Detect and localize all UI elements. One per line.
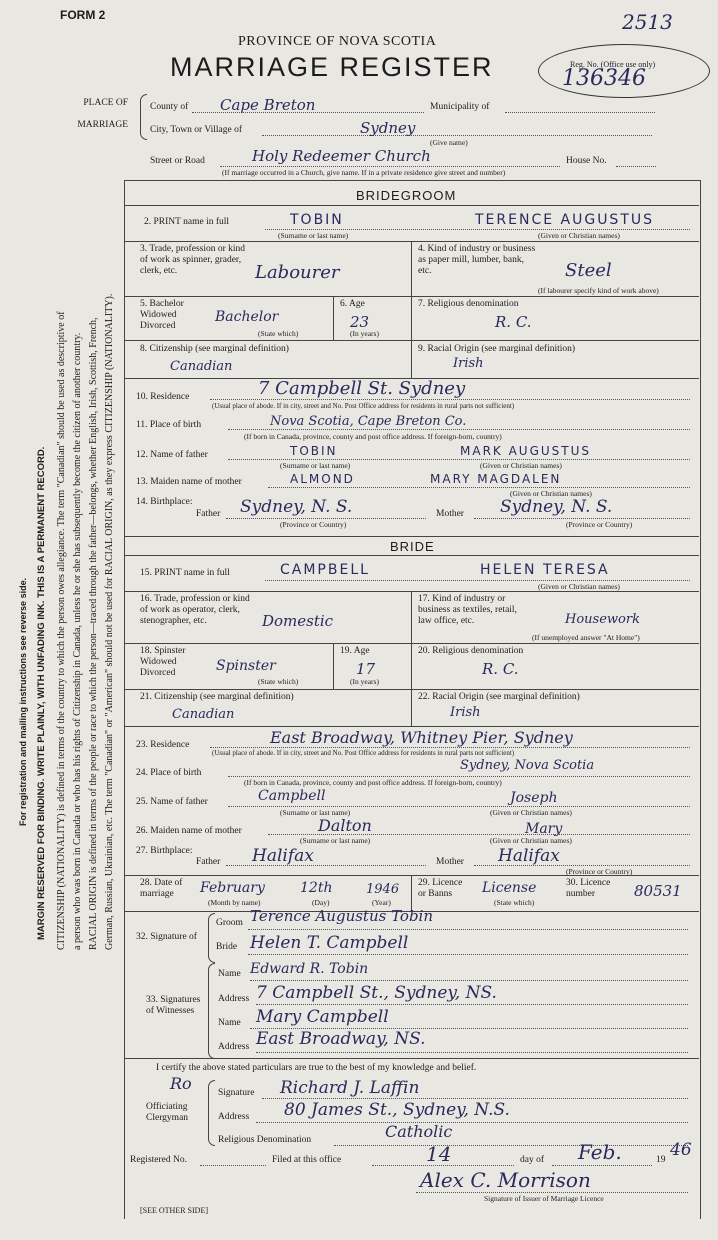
city-value: Sydney <box>360 119 416 137</box>
city-line <box>262 135 652 136</box>
bride-given-cap: (Given or Christian names) <box>538 582 620 591</box>
bride-bp-label: 27. Birthplace: <box>136 846 193 856</box>
bride-industry: Housework <box>565 612 640 627</box>
groom-mother-surname: ALMOND <box>290 472 355 486</box>
groom-father-given-cap: (Given or Christian names) <box>480 461 562 470</box>
marriage-div <box>411 875 412 911</box>
bride-religion: R. C. <box>482 660 519 678</box>
groom-div-4 <box>411 340 412 378</box>
marriage-year: 1946 <box>366 882 400 897</box>
bride-div-3a <box>333 643 334 689</box>
bride-top-rule-b <box>124 555 699 556</box>
bride-residence-label: 23. Residence <box>136 740 190 750</box>
bride-status: Spinster <box>216 658 276 674</box>
issuer-caption: Signature of Issuer of Marriage Licence <box>484 1194 604 1203</box>
county-label: County of <box>150 102 189 112</box>
clergy-sig-line <box>262 1098 688 1099</box>
groom-bp-father-label: Father <box>196 509 221 519</box>
groom-name-label-text: 2. PRINT name in full <box>144 217 230 227</box>
groom-bp-father: Sydney, N. S. <box>240 497 353 517</box>
municipality-line <box>505 112 655 113</box>
bride-religion-label: 20. Religious denomination <box>418 646 524 656</box>
marriage-month: February <box>200 880 265 896</box>
groom-trade: Labourer <box>255 262 340 283</box>
bride-mother-line <box>268 834 690 835</box>
form-label: FORM 2 <box>60 8 106 22</box>
registered-line <box>200 1165 266 1166</box>
filed-day-label: day of <box>520 1155 545 1165</box>
licence-number: 80531 <box>634 882 682 900</box>
side-text-2: MARGIN RESERVED FOR BINDING. WRITE PLAINLY, WITH UNFADING INK. THIS IS A PERMANENT RECORD. <box>36 446 47 940</box>
bride-father-line <box>228 806 690 807</box>
marriage-year-cap: (Year) <box>372 898 391 907</box>
bride-bp-father-line <box>226 865 426 866</box>
bride-bp-father-label: Father <box>196 857 221 867</box>
marriage-day-cap: (Day) <box>312 898 330 907</box>
groom-bp-father-cap: (Province or Country) <box>280 520 347 529</box>
groom-bp-mother-label: Mother <box>436 509 464 519</box>
filed-year: 46 <box>670 1140 692 1160</box>
clergy-brace <box>208 1080 215 1146</box>
groom-citizen-label: 8. Citizenship (see marginal definition) <box>140 344 289 354</box>
groom-birth-line <box>228 429 690 430</box>
clergy-signature: Richard J. Laffin <box>280 1078 420 1098</box>
side-text-5: RACIAL ORIGIN is defined in terms of the people or race to which the person—traced through the father—belongs, whether English, Irish, Scottish, French, <box>88 317 99 950</box>
place-note: (If marriage occurred in a Church, give name. If in a private residence give street and number) <box>222 168 506 177</box>
reg-number-value: 136346 <box>562 66 646 91</box>
place-label <box>68 98 128 131</box>
clergy-sig-label: Signature <box>218 1088 255 1098</box>
groom-father-line <box>228 459 690 460</box>
bride-bp-father: Halifax <box>252 846 314 866</box>
side-text-6: German, Russian, Ukrainian, etc. The term "Canadian" or "American" should not be used for RACIAL ORIGIN, as they express CITIZENSHIP (NATIONALITY). <box>104 293 115 950</box>
licence-value: License <box>482 880 537 896</box>
house-line <box>616 166 656 167</box>
groom-age-label: 6. Age <box>340 299 365 309</box>
licence-label: 29. Licence or Banns <box>418 878 463 899</box>
place-label-b: MARRIAGE <box>77 120 128 130</box>
bride-div-4 <box>411 689 412 726</box>
w2-address: East Broadway, NS. <box>256 1029 426 1049</box>
groom-father-surname: TOBIN <box>290 444 338 458</box>
place-brace <box>140 94 147 140</box>
filed-year-prefix: 19 <box>656 1155 666 1165</box>
groom-father-label: 12. Name of father <box>136 450 208 460</box>
province-heading: PROVINCE OF NOVA SCOTIA <box>238 34 437 49</box>
bride-name-label: 15. PRINT name in full <box>140 568 230 578</box>
registered-label: Registered No. <box>130 1155 187 1165</box>
date-label: 28. Date of marriage <box>140 878 183 899</box>
bride-status-cap: (State which) <box>258 677 299 686</box>
bride-birth-cap: (If born in Canada, province, county and post office address. If foreign-born, country) <box>244 778 502 787</box>
clergy-religion-line <box>334 1145 688 1146</box>
bride-rule-5 <box>124 726 699 727</box>
groom-age: 23 <box>350 313 370 331</box>
w2-name-label: Name <box>218 1018 241 1028</box>
bride-mother-surname-cap: (Surname or last name) <box>300 836 371 845</box>
groom-industry: Steel <box>565 260 612 281</box>
bride-industry-cap: (If unemployed answer "At Home") <box>532 633 640 642</box>
groom-div-2 <box>411 241 412 296</box>
w2-address-line <box>256 1052 688 1053</box>
clergy-mark: Ro <box>170 1074 192 1093</box>
filed-month: Feb. <box>578 1140 622 1164</box>
groom-citizen: Canadian <box>170 359 233 374</box>
groom-birth-cap: (If born in Canada, province, county and post office address. If foreign-born, country) <box>244 432 502 441</box>
bride-birth: Sydney, Nova Scotia <box>460 758 595 773</box>
groom-racial-label: 9. Racial Origin (see marginal definition) <box>418 344 576 354</box>
bride-racial: Irish <box>450 705 481 720</box>
w1-name-line <box>250 980 688 981</box>
bride-sig-label: Bride <box>216 942 238 952</box>
filed-day: 14 <box>426 1142 452 1166</box>
licence-number-label: 30. Licence number <box>566 878 611 899</box>
groom-residence: 7 Campbell St. Sydney <box>258 378 466 399</box>
reg-number-label: Reg. No. (Office use only) <box>570 60 656 69</box>
bride-name-line <box>265 580 690 581</box>
groom-status: Bachelor <box>215 309 279 325</box>
groom-mother-label: 13. Maiden name of mother <box>136 477 242 487</box>
clergy-address: 80 James St., Sydney, N.S. <box>284 1100 510 1120</box>
groom-father-given: MARK AUGUSTUS <box>460 444 592 458</box>
clergy-religion: Catholic <box>385 1122 453 1141</box>
w2-address-label: Address <box>218 1042 250 1052</box>
house-label: House No. <box>566 156 607 166</box>
groom-surname-cap: (Surname or last name) <box>278 231 349 240</box>
clergy-rule <box>124 1058 699 1059</box>
groom-residence-label: 10. Residence <box>136 392 190 402</box>
bride-mother-label: 26. Maiden name of mother <box>136 826 242 836</box>
bride-trade-label: 16. Trade, profession or kind of work as operator, clerk, stenographer, etc. <box>140 594 250 626</box>
groom-surname: TOBIN <box>290 212 344 228</box>
bride-industry-label: 17. Kind of industry or business as textiles, retail, law office, etc. <box>418 594 517 626</box>
certify-text: I certify the above stated particulars are true to the best of my knowledge and belief. <box>156 1063 477 1073</box>
side-text-1: For registration and mailing instructions see reverse side. <box>18 577 28 826</box>
bride-div-2 <box>411 591 412 643</box>
bride-birth-line <box>228 776 690 777</box>
clergy-religion-label: Religious Denomination <box>218 1135 312 1145</box>
bride-birth-label: 24. Place of birth <box>136 768 202 778</box>
groom-name-label <box>144 217 229 228</box>
bride-given: HELEN TERESA <box>480 562 610 578</box>
issuer-line <box>416 1192 688 1193</box>
bride-citizen-label: 21. Citizenship (see marginal definition) <box>140 692 294 702</box>
place-label-a: PLACE OF <box>83 98 128 108</box>
groom-bp-mother: Sydney, N. S. <box>500 497 613 517</box>
groom-given: TERENCE AUGUSTUS <box>475 212 655 228</box>
bride-mother-given-cap: (Given or Christian names) <box>490 836 572 845</box>
bride-age-cap: (In years) <box>350 677 379 686</box>
witness-label: 33. Signatures of Witnesses <box>146 995 201 1016</box>
bride-bp-mother-label: Mother <box>436 857 464 867</box>
bride-father-surname: Campbell <box>258 788 326 804</box>
bride-racial-label: 22. Racial Origin (see marginal definition) <box>418 692 580 702</box>
groom-bp-mother-cap: (Province or Country) <box>566 520 633 529</box>
issuer-signature: Alex C. Morrison <box>420 1168 591 1192</box>
groom-header: BRIDEGROOM <box>356 188 457 203</box>
groom-religion-label: 7. Religious denomination <box>418 299 519 309</box>
w1-name-label: Name <box>218 969 241 979</box>
groom-div-3a <box>333 296 334 340</box>
groom-bp-label: 14. Birthplace: <box>136 497 193 507</box>
see-other-side: [SEE OTHER SIDE] <box>140 1206 208 1215</box>
groom-bp-father-line <box>226 518 426 519</box>
sig-label: 32. Signature of <box>136 932 197 942</box>
street-label: Street or Road <box>150 156 205 166</box>
street-value: Holy Redeemer Church <box>252 147 431 165</box>
filed-month-line <box>552 1165 652 1166</box>
groom-trade-label: 3. Trade, profession or kind of work as spinner, grader, clerk, etc. <box>140 244 246 276</box>
municipality-label: Municipality of <box>430 102 490 112</box>
bride-age-label: 19. Age <box>340 646 370 656</box>
groom-father-surname-cap: (Surname or last name) <box>280 461 351 470</box>
bride-father-label: 25. Name of father <box>136 797 208 807</box>
bride-residence-line <box>210 747 690 748</box>
groom-industry-cap: (If labourer specify kind of work above) <box>538 286 659 295</box>
bride-signature: Helen T. Campbell <box>250 933 409 953</box>
bride-top-rule-a <box>124 536 699 537</box>
clergy-address-line <box>256 1122 688 1123</box>
groom-industry-label: 4. Kind of industry or business as paper mill, lumber, bank, etc. <box>418 244 536 276</box>
bride-age: 17 <box>356 660 376 678</box>
city-label: City, Town or Village of <box>150 125 242 135</box>
bride-father-given: Joseph <box>510 790 558 806</box>
clergy-label: Officiating Clergyman <box>146 1102 189 1123</box>
marriage-month-cap: (Month by name) <box>208 898 261 907</box>
groom-given-cap: (Given or Christian names) <box>538 231 620 240</box>
bride-surname: CAMPBELL <box>280 562 370 578</box>
bride-mother-given: Mary <box>525 821 563 837</box>
bride-trade: Domestic <box>262 612 334 630</box>
w1-address-label: Address <box>218 994 250 1004</box>
groom-signature: Terence Augustus Tobin <box>250 907 434 925</box>
groom-mother-line <box>268 487 690 488</box>
street-line <box>220 166 560 167</box>
side-text-3: CITIZENSHIP (NATIONALITY) is defined in terms of the country to which the person owes allegiance. The term "Canadian" should be used as descriptive of <box>56 311 67 950</box>
groom-birth: Nova Scotia, Cape Breton Co. <box>270 414 467 429</box>
bride-bp-mother-line <box>474 865 690 866</box>
groom-div-3b <box>411 296 412 340</box>
bride-mother-surname: Dalton <box>318 816 372 835</box>
w1-address-line <box>256 1004 688 1005</box>
clergy-address-label: Address <box>218 1112 250 1122</box>
groom-name-line <box>265 229 690 230</box>
groom-mother-given-cap: (Given or Christian names) <box>510 489 592 498</box>
bride-bp-mother-cap: (Province or Country) <box>566 867 633 876</box>
side-text-4: a person who was born in Canada or who has his rights of Citizenship in Canada, unless he or she has subsequently become the citizen of another country. <box>72 332 83 950</box>
licence-cap: (State which) <box>494 898 535 907</box>
witness-brace <box>208 963 215 1059</box>
bride-father-surname-cap: (Surname or last name) <box>280 808 351 817</box>
bride-div-3b <box>411 643 412 689</box>
bride-sig-line <box>248 954 688 955</box>
page-title: MARRIAGE REGISTER <box>170 52 494 82</box>
groom-residence-cap: (Usual place of abode. If in city, street and No. Post Office address for residents in rural parts not sufficient) <box>212 402 515 410</box>
groom-status-cap: (State which) <box>258 329 299 338</box>
groom-age-cap: (In years) <box>350 329 379 338</box>
corner-number: 2513 <box>622 10 673 34</box>
w1-name: Edward R. Tobin <box>250 961 369 977</box>
w1-address: 7 Campbell St., Sydney, NS. <box>256 983 497 1003</box>
groom-top-rule <box>124 205 699 206</box>
sig-brace <box>208 913 215 963</box>
groom-birth-label: 11. Place of birth <box>136 420 202 430</box>
groom-status-label: 5. Bachelor Widowed Divorced <box>140 299 184 331</box>
bride-father-given-cap: (Given or Christian names) <box>490 808 572 817</box>
filed-day-line <box>372 1165 514 1166</box>
w2-name: Mary Campbell <box>256 1007 389 1027</box>
groom-racial: Irish <box>453 356 484 371</box>
groom-sig-line <box>248 929 688 930</box>
bride-status-label: 18. Spinster Widowed Divorced <box>140 646 186 678</box>
bride-bp-mother: Halifax <box>498 846 560 866</box>
marriage-day: 12th <box>300 880 333 896</box>
groom-sig-label: Groom <box>216 918 243 928</box>
bride-citizen: Canadian <box>172 707 235 722</box>
groom-residence-line <box>210 399 690 400</box>
bride-header: BRIDE <box>390 539 435 554</box>
groom-religion: R. C. <box>495 313 532 331</box>
bride-residence: East Broadway, Whitney Pier, Sydney <box>270 728 573 747</box>
bride-residence-cap: (Usual place of abode. If in city, street and No. Post Office address for residents in rural parts not sufficient) <box>212 749 515 757</box>
groom-mother-given: MARY MAGDALEN <box>430 472 562 486</box>
groom-bp-mother-line <box>474 518 690 519</box>
county-value: Cape Breton <box>220 96 316 114</box>
city-caption: (Give name) <box>430 138 468 147</box>
filed-label: Filed at this office <box>272 1155 342 1165</box>
